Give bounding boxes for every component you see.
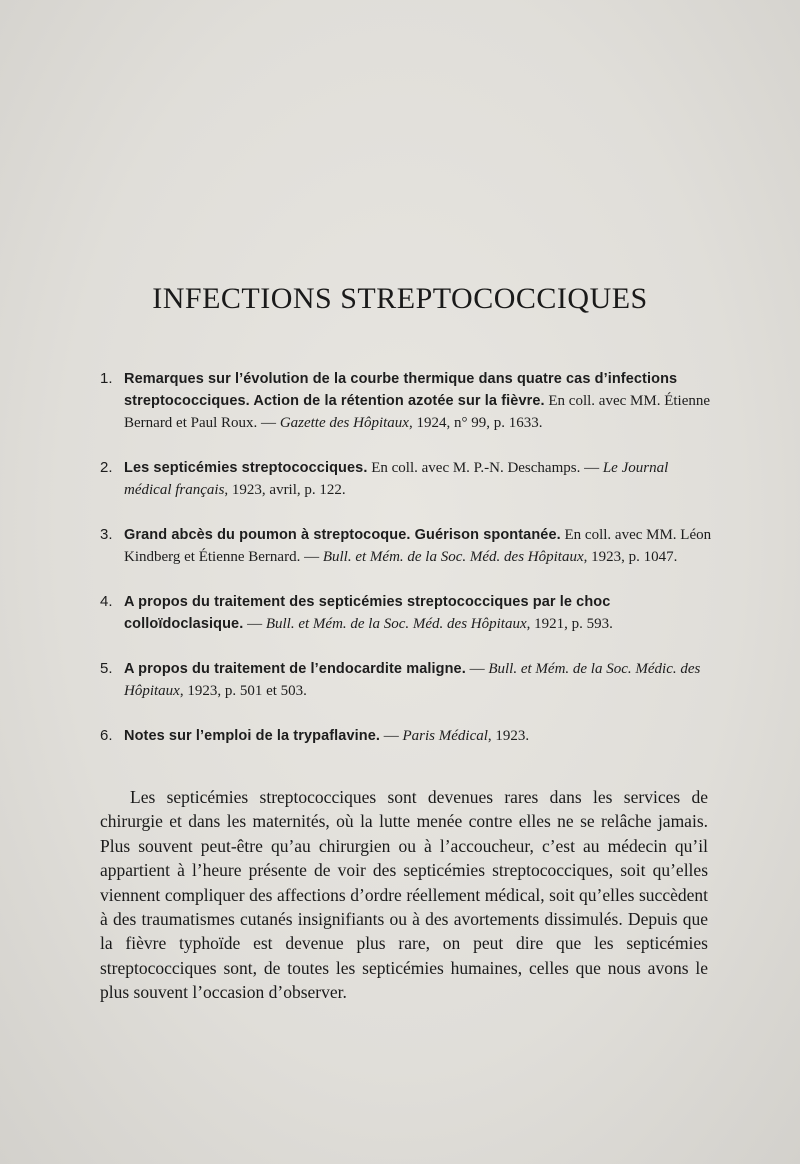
reference-title: A propos du traitement de l’endocardite maligne. [124, 661, 466, 677]
reference-item [100, 591, 712, 635]
reference-source: Le Journal médical français [124, 460, 669, 498]
reference-source: Bull. et Mém. de la Soc. Médic. des Hôpitaux [124, 661, 701, 699]
reference-source: Gazette des Hôpitaux [279, 415, 409, 431]
reference-details: En coll. avec MM. Léon Kindberg et Étienne Bernard. — [124, 527, 712, 565]
reference-title: Grand abcès du poumon à streptocoque. Guérison spontanée. [124, 527, 561, 543]
reference-tail: , 1923. [487, 728, 530, 744]
reference-item [100, 524, 712, 568]
body-paragraph: Les septicémies streptococciques sont devenues rares dans les services de chirurgie et dans les maternités, où la lutte menée contre elles ne se relâche jamais. Plus souvent peut-être qu’au chirurgien ou à l’accoucheur, c’est au médecin qu’il appartient à l’heure présente de voir des septicémies streptococciques, soit qu’elles viennent compliquer des affections d’ordre réellement médical, soit qu’elles succèdent à des traumatismes cutanés insignifiants ou à des avortements dissimulés. Depuis que la fièvre typhoïde est devenue plus rare, on peut dire que les septicémies streptococciques sont, de toutes les septicémies humaines, celles que nous avons le plus souvent l’occasion d’observer. [100, 787, 708, 1003]
reference-title: A propos du traitement des septicémies streptococciques par le choc colloïdoclasique. [124, 594, 611, 632]
reference-item [100, 725, 712, 747]
reference-details: En coll. avec MM. Étienne Bernard et Paul Roux. — [124, 393, 711, 431]
reference-number: 6. [100, 727, 113, 744]
reference-source: Paris Médical [402, 728, 488, 744]
reference-tail: , 1923, p. 501 et 503. [179, 683, 307, 699]
page-title: INFECTIONS STREPTOCOCCIQUES [152, 282, 648, 315]
reference-title: Notes sur l’emploi de la trypaflavine. [124, 728, 381, 744]
reference-item [100, 368, 712, 434]
reference-details: — [380, 728, 403, 744]
reference-number: 5. [100, 660, 113, 677]
reference-tail: , 1923, p. 1047. [583, 549, 678, 565]
reference-details: — [465, 661, 489, 677]
reference-title: Remarques sur l’évolution de la courbe thermique dans quatre cas d’infections streptococciques. Action de la rétention azotée sur la fièvre. [124, 371, 678, 409]
reference-number: 3. [100, 526, 113, 543]
reference-item [100, 457, 712, 501]
reference-title: Les septicémies streptococciques. [124, 460, 368, 476]
reference-number: 1. [100, 370, 113, 387]
reference-tail: , 1923, avril, p. 122. [224, 482, 346, 498]
reference-tail: , 1924, n° 99, p. 1633. [408, 415, 543, 431]
reference-list [100, 368, 712, 770]
reference-details: — [243, 616, 266, 632]
reference-number: 2. [100, 459, 113, 476]
reference-source: Bull. et Mém. de la Soc. Méd. des Hôpitaux [322, 549, 584, 565]
reference-source: Bull. et Mém. de la Soc. Méd. des Hôpitaux [265, 616, 527, 632]
reference-details: En coll. avec M. P.-N. Deschamps. — [367, 460, 603, 476]
reference-number: 4. [100, 593, 113, 610]
reference-tail: , 1921, p. 593. [526, 616, 613, 632]
reference-item [100, 658, 712, 702]
